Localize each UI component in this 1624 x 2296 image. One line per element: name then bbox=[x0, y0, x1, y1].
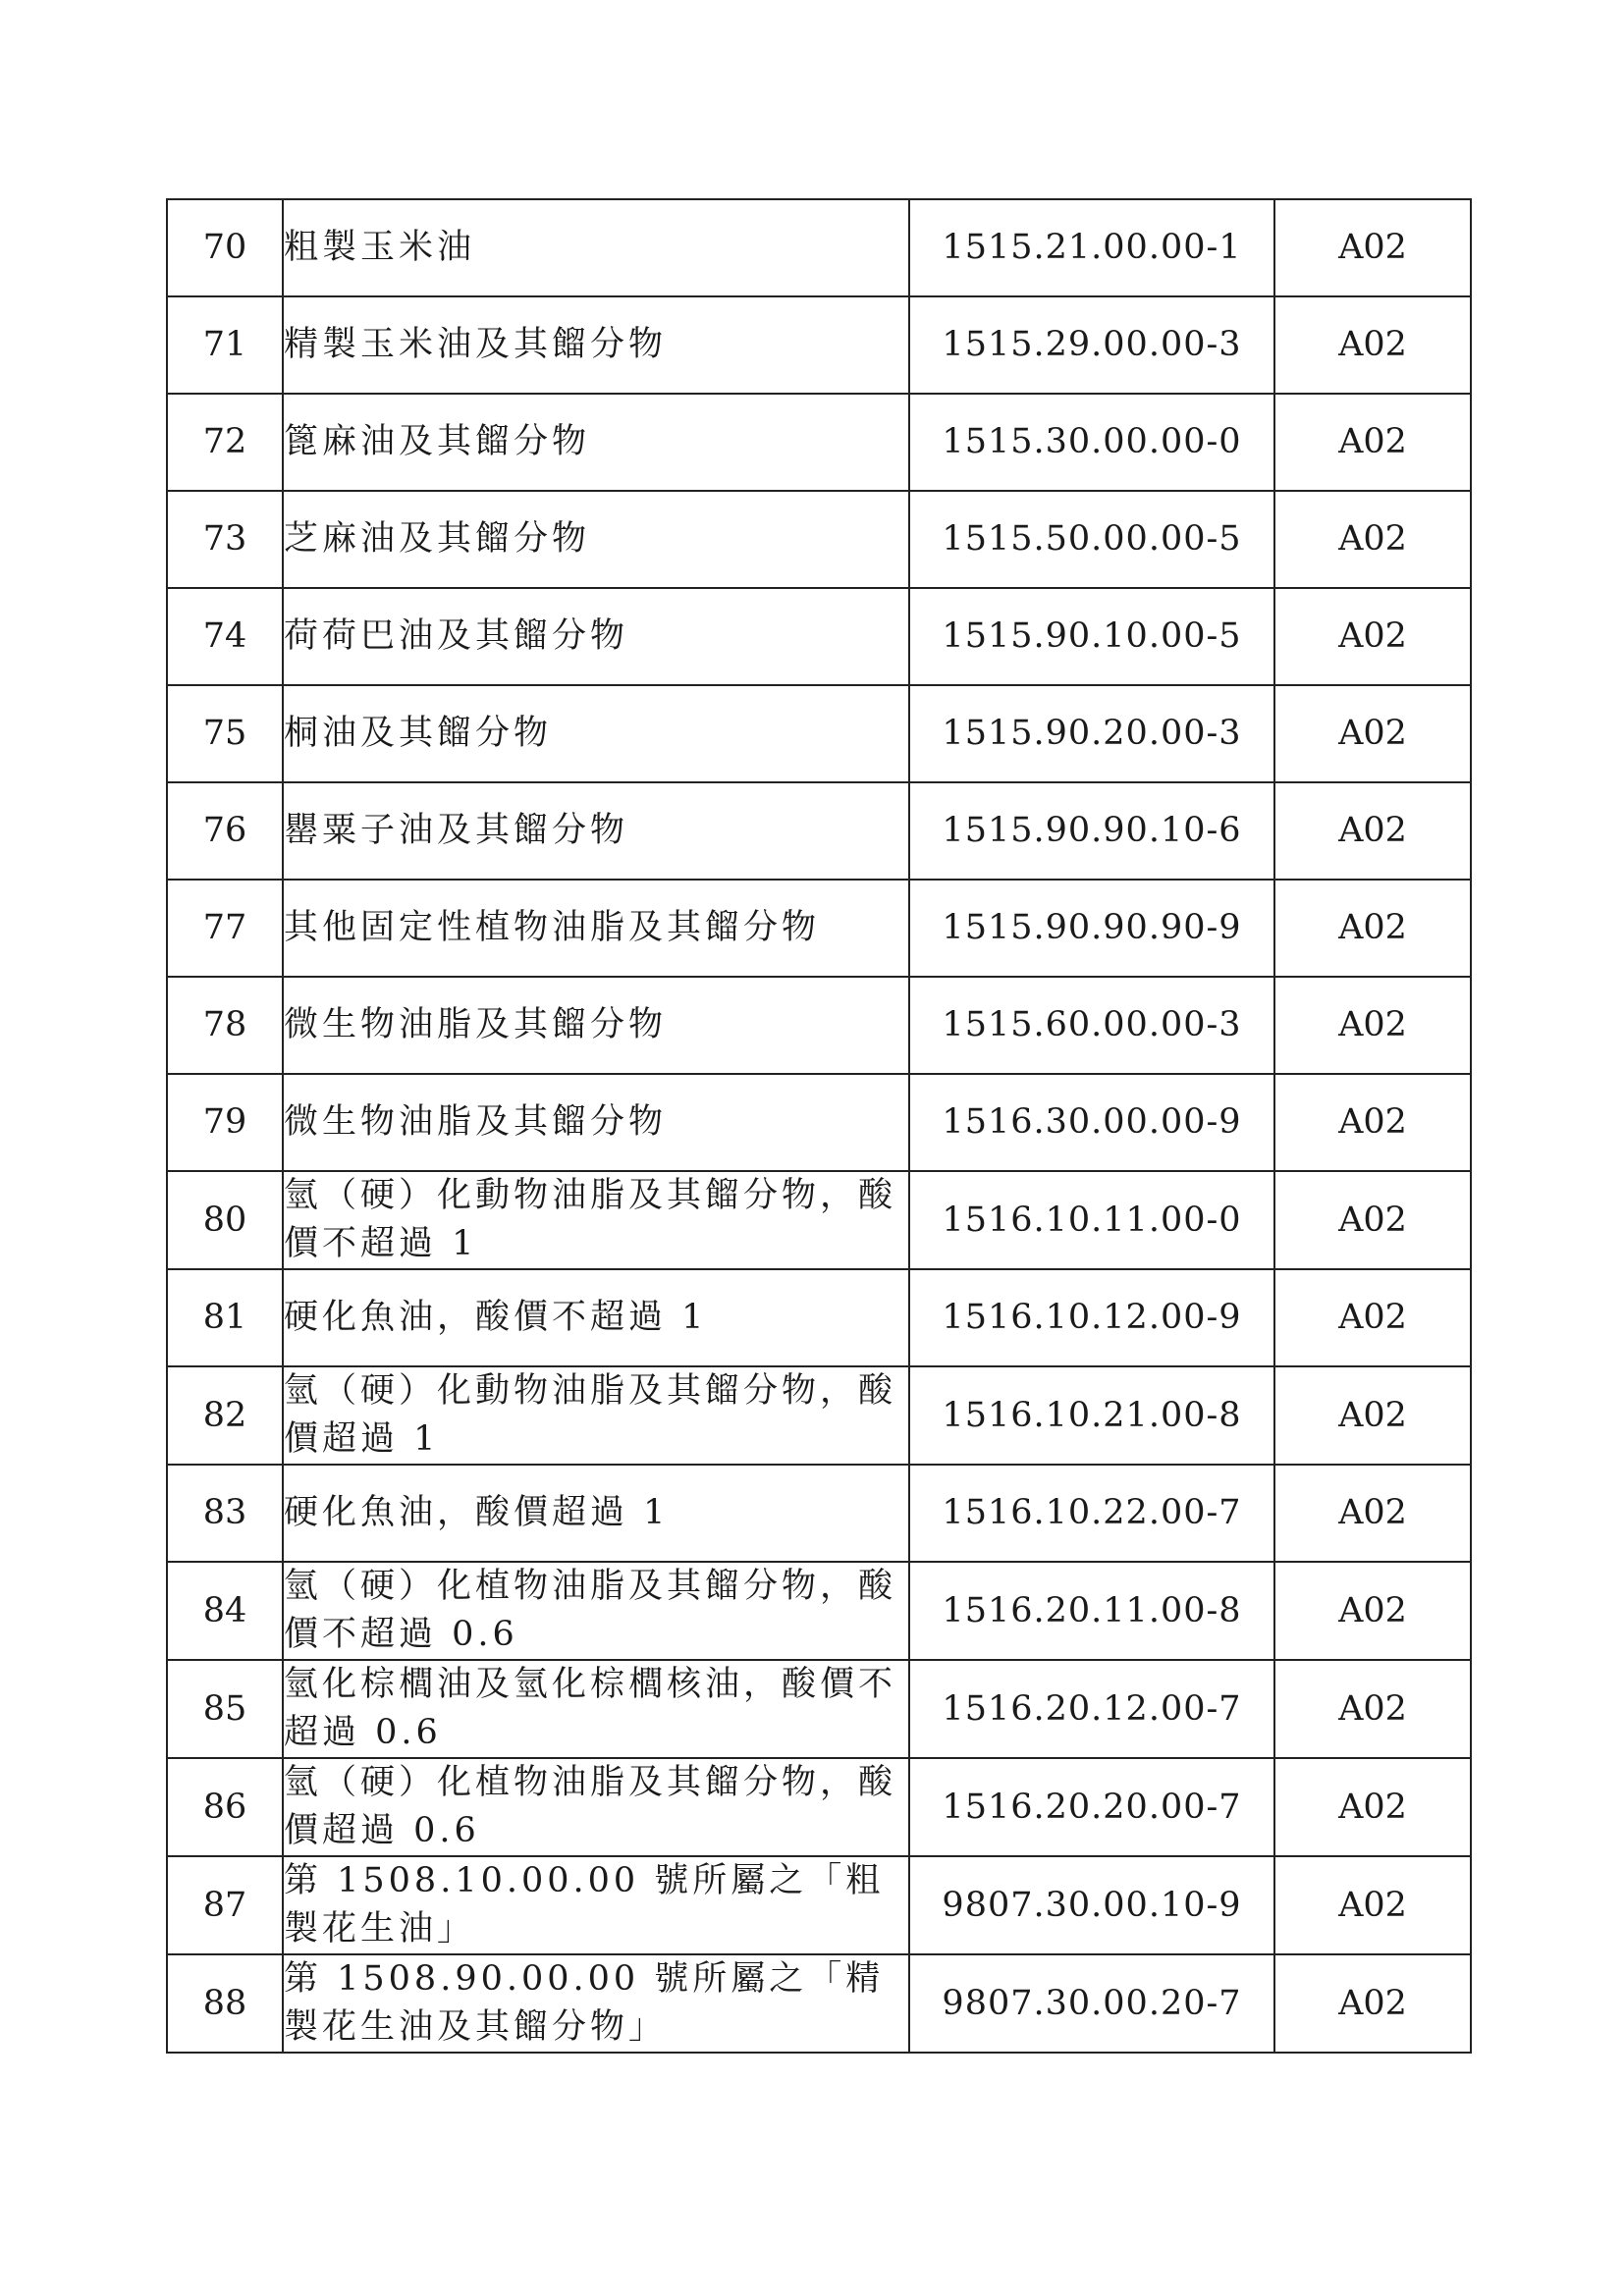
category-code-cell: A02 bbox=[1274, 977, 1471, 1074]
category-code-cell: A02 bbox=[1274, 491, 1471, 588]
tariff-code-cell: 1515.90.90.10-6 bbox=[909, 782, 1274, 880]
category-code-cell: A02 bbox=[1274, 1758, 1471, 1856]
item-name-cell: 罌粟子油及其餾分物 bbox=[283, 782, 909, 880]
category-code-cell: A02 bbox=[1274, 1366, 1471, 1465]
category-code-cell: A02 bbox=[1274, 199, 1471, 296]
item-name-cell: 氫（硬）化動物油脂及其餾分物，酸價不超過 1 bbox=[283, 1171, 909, 1269]
tariff-code-cell: 1515.30.00.00-0 bbox=[909, 394, 1274, 491]
item-name-cell: 氫（硬）化動物油脂及其餾分物，酸價超過 1 bbox=[283, 1366, 909, 1465]
table-row bbox=[167, 880, 1471, 977]
item-name-cell: 第 1508.90.00.00 號所屬之「精製花生油及其餾分物」 bbox=[283, 1954, 909, 2053]
item-name-cell: 芝麻油及其餾分物 bbox=[283, 491, 909, 588]
table-row bbox=[167, 1954, 1471, 2053]
row-number-cell: 75 bbox=[167, 685, 283, 782]
row-number-cell: 71 bbox=[167, 296, 283, 394]
row-number-cell: 78 bbox=[167, 977, 283, 1074]
table-row bbox=[167, 685, 1471, 782]
item-name-cell: 氫（硬）化植物油脂及其餾分物，酸價不超過 0.6 bbox=[283, 1562, 909, 1660]
row-number-cell: 86 bbox=[167, 1758, 283, 1856]
item-name-cell: 微生物油脂及其餾分物 bbox=[283, 977, 909, 1074]
table-row bbox=[167, 1465, 1471, 1562]
tariff-code-cell: 1515.60.00.00-3 bbox=[909, 977, 1274, 1074]
row-number-cell: 82 bbox=[167, 1366, 283, 1465]
item-name-cell: 氫（硬）化植物油脂及其餾分物，酸價超過 0.6 bbox=[283, 1758, 909, 1856]
row-number-cell: 83 bbox=[167, 1465, 283, 1562]
category-code-cell: A02 bbox=[1274, 1171, 1471, 1269]
category-code-cell: A02 bbox=[1274, 685, 1471, 782]
table-row bbox=[167, 394, 1471, 491]
tariff-code-cell: 1516.20.12.00-7 bbox=[909, 1660, 1274, 1758]
table-body bbox=[167, 199, 1471, 2053]
item-name-cell: 篦麻油及其餾分物 bbox=[283, 394, 909, 491]
category-code-cell: A02 bbox=[1274, 1660, 1471, 1758]
row-number-cell: 85 bbox=[167, 1660, 283, 1758]
category-code-cell: A02 bbox=[1274, 1465, 1471, 1562]
table-row bbox=[167, 199, 1471, 296]
table-row bbox=[167, 1366, 1471, 1465]
row-number-cell: 79 bbox=[167, 1074, 283, 1171]
table-row bbox=[167, 977, 1471, 1074]
category-code-cell: A02 bbox=[1274, 296, 1471, 394]
row-number-cell: 74 bbox=[167, 588, 283, 685]
tariff-code-cell: 9807.30.00.20-7 bbox=[909, 1954, 1274, 2053]
category-code-cell: A02 bbox=[1274, 1074, 1471, 1171]
category-code-cell: A02 bbox=[1274, 1269, 1471, 1366]
row-number-cell: 73 bbox=[167, 491, 283, 588]
tariff-code-cell: 1516.10.21.00-8 bbox=[909, 1366, 1274, 1465]
tariff-code-cell: 1515.50.00.00-5 bbox=[909, 491, 1274, 588]
tariff-code-cell: 1515.21.00.00-1 bbox=[909, 199, 1274, 296]
item-name-cell: 第 1508.10.00.00 號所屬之「粗製花生油」 bbox=[283, 1856, 909, 1954]
category-code-cell: A02 bbox=[1274, 782, 1471, 880]
table-row bbox=[167, 491, 1471, 588]
table-row bbox=[167, 1562, 1471, 1660]
tariff-code-cell: 1515.90.90.90-9 bbox=[909, 880, 1274, 977]
category-code-cell: A02 bbox=[1274, 1954, 1471, 2053]
table-row bbox=[167, 1660, 1471, 1758]
category-code-cell: A02 bbox=[1274, 1562, 1471, 1660]
tariff-code-cell: 1516.10.22.00-7 bbox=[909, 1465, 1274, 1562]
item-name-cell: 硬化魚油，酸價超過 1 bbox=[283, 1465, 909, 1562]
category-code-cell: A02 bbox=[1274, 880, 1471, 977]
row-number-cell: 88 bbox=[167, 1954, 283, 2053]
item-name-cell: 其他固定性植物油脂及其餾分物 bbox=[283, 880, 909, 977]
row-number-cell: 84 bbox=[167, 1562, 283, 1660]
item-name-cell: 硬化魚油，酸價不超過 1 bbox=[283, 1269, 909, 1366]
table-row bbox=[167, 782, 1471, 880]
table-row bbox=[167, 1074, 1471, 1171]
tariff-code-cell: 1516.10.12.00-9 bbox=[909, 1269, 1274, 1366]
tariff-table bbox=[166, 198, 1472, 2054]
table-row bbox=[167, 1856, 1471, 1954]
row-number-cell: 72 bbox=[167, 394, 283, 491]
table-row bbox=[167, 296, 1471, 394]
row-number-cell: 70 bbox=[167, 199, 283, 296]
item-name-cell: 微生物油脂及其餾分物 bbox=[283, 1074, 909, 1171]
tariff-code-cell: 1516.20.20.00-7 bbox=[909, 1758, 1274, 1856]
table-row bbox=[167, 1758, 1471, 1856]
item-name-cell: 粗製玉米油 bbox=[283, 199, 909, 296]
item-name-cell: 氫化棕櫚油及氫化棕櫚核油，酸價不超過 0.6 bbox=[283, 1660, 909, 1758]
row-number-cell: 80 bbox=[167, 1171, 283, 1269]
category-code-cell: A02 bbox=[1274, 394, 1471, 491]
tariff-code-cell: 1515.29.00.00-3 bbox=[909, 296, 1274, 394]
item-name-cell: 荷荷巴油及其餾分物 bbox=[283, 588, 909, 685]
tariff-code-cell: 1516.10.11.00-0 bbox=[909, 1171, 1274, 1269]
row-number-cell: 87 bbox=[167, 1856, 283, 1954]
table-row bbox=[167, 588, 1471, 685]
row-number-cell: 81 bbox=[167, 1269, 283, 1366]
item-name-cell: 桐油及其餾分物 bbox=[283, 685, 909, 782]
item-name-cell: 精製玉米油及其餾分物 bbox=[283, 296, 909, 394]
row-number-cell: 77 bbox=[167, 880, 283, 977]
tariff-code-cell: 1516.20.11.00-8 bbox=[909, 1562, 1274, 1660]
tariff-code-cell: 1515.90.10.00-5 bbox=[909, 588, 1274, 685]
tariff-code-cell: 9807.30.00.10-9 bbox=[909, 1856, 1274, 1954]
category-code-cell: A02 bbox=[1274, 1856, 1471, 1954]
tariff-code-cell: 1516.30.00.00-9 bbox=[909, 1074, 1274, 1171]
table-row bbox=[167, 1269, 1471, 1366]
category-code-cell: A02 bbox=[1274, 588, 1471, 685]
table-row bbox=[167, 1171, 1471, 1269]
tariff-code-cell: 1515.90.20.00-3 bbox=[909, 685, 1274, 782]
row-number-cell: 76 bbox=[167, 782, 283, 880]
